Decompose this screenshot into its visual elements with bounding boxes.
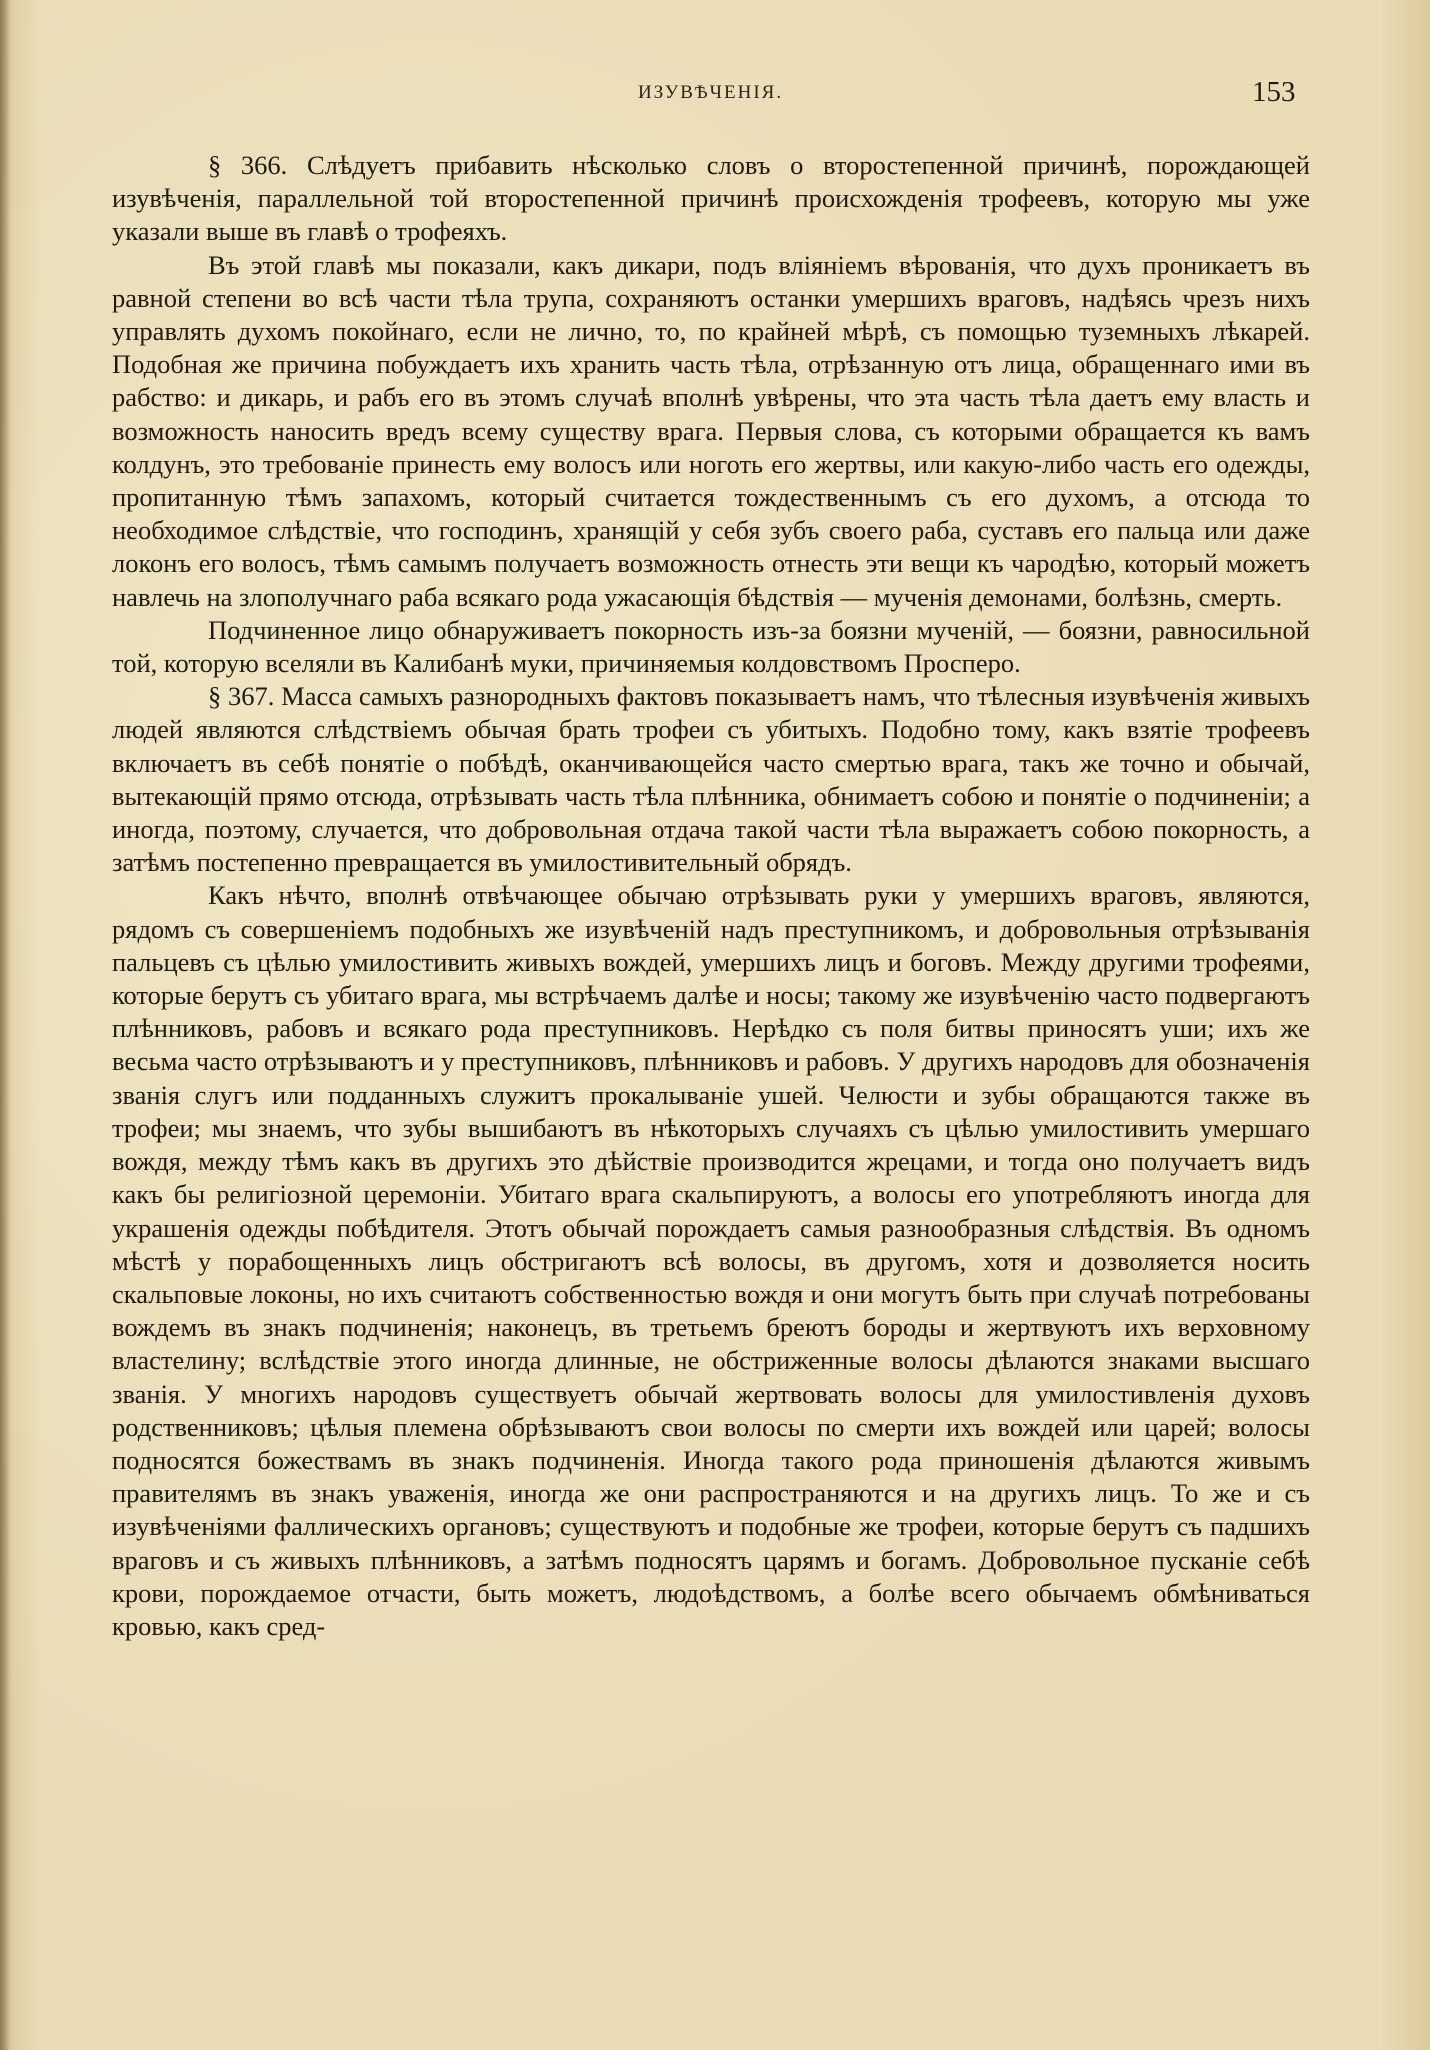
running-head: ИЗУВѢЧЕНІЯ.: [638, 82, 784, 103]
paragraph-mutilations: Какъ нѣчто, вполнѣ отвѣчающее обычаю отрѣзывать руки у умершихъ враговъ, являются, рядомъ съ совершеніемъ подобныхъ же изувѣченій надъ преступникомъ, и добровольныя отрѣзыванія пальцевъ съ цѣлью умилостивить живыхъ вождей, умершихъ лицъ и боговъ. Между другими трофеями, которые берутъ съ убитаго врага, мы встрѣчаемъ далѣе и носы; такому же изувѣченію часто подвергаютъ плѣнниковъ, рабовъ и всякаго рода преступниковъ. Нерѣдко съ поля битвы приносятъ уши; ихъ же весьма часто отрѣзываютъ и у преступниковъ, плѣнниковъ и рабовъ. У другихъ народовъ для обозначенія званія слугъ или подданныхъ служитъ прокалываніе ушей. Челюсти и зубы обращаются также въ трофеи; мы знаемъ, что зубы вышибаютъ въ нѣкоторыхъ случаяхъ съ цѣлью умилостивить умершаго вождя, между тѣмъ какъ въ другихъ это дѣйствіе производится жрецами, и тогда оно получаетъ видъ какъ бы религіозной церемоніи. Убитаго врага скальпируютъ, а волосы его употребляютъ иногда для украшенія одежды побѣдителя. Этотъ обычай порождаетъ самыя разнообразныя слѣдствія. Въ одномъ мѣстѣ у порабощенныхъ лицъ обстригаютъ всѣ волосы, въ другомъ, хотя и дозволяется носить скальповые локоны, но ихъ считаютъ собственностью вождя и они могутъ быть при случаѣ потребованы вождемъ въ знакъ подчиненія; наконецъ, въ третьемъ бреютъ бороды и жертвуютъ ихъ верховному властелину; вслѣдствіе этого иногда длинные, не обстриженные волосы дѣлаются знаками высшаго званія. У многихъ народовъ существуетъ обычай жертвовать волосы для умилостивленія духовъ родственниковъ; цѣлыя племена обрѣзываютъ свои волосы по смерти ихъ вождей или царей; волосы подносятся божествамъ въ знакъ подчиненія. Иногда такого рода приношенія дѣлаются живымъ правителямъ въ знакъ уваженія, иногда же они распространяются и на другихъ лицъ. То же и съ изувѣченіями фаллическихъ органовъ; существуютъ и подобные же трофеи, которые берутъ съ падшихъ враговъ и съ живыхъ плѣнниковъ, а затѣмъ подносятъ царямъ и богамъ. Добровольное пусканіе себѣ крови, порождаемое отчасти, быть можетъ, людоѣдствомъ, а болѣе всего обычаемъ обмѣниваться кровью, какъ сред-: [112, 880, 1310, 1641]
body-text: [112, 149, 1310, 1643]
page-number: 153: [1252, 76, 1296, 108]
paragraph-savages-spirit: Въ этой главѣ мы показали, какъ дикари, подъ вліяніемъ вѣрованія, что духъ проникаетъ въ равной степени во всѣ части тѣла трупа, сохраняютъ останки умершихъ враговъ, надѣясь чрезъ нихъ управлять духомъ покойнаго, если не лично, то, по крайней мѣрѣ, съ помощью туземныхъ лѣкарей. Подобная же причина побуждаетъ ихъ хранить часть тѣла, отрѣзанную отъ лица, обращеннаго ими въ рабство: и дикарь, и рабъ его въ этомъ случаѣ вполнѣ увѣрены, что эта часть тѣла даетъ ему власть и возможность наносить вредъ всему существу врага. Первыя слова, съ которыми обращается къ вамъ колдунъ, это требованіе принесть ему волосъ или ноготь его жертвы, или какую-либо часть его одежды, пропитанную тѣмъ запахомъ, который считается тождественнымъ съ его духомъ, а отсюда то необходимое слѣдствіе, что господинъ, хранящій у себя зубъ своего раба, суставъ его пальца или даже локонъ его волосъ, тѣмъ самымъ получаетъ возможность отнесть эти вещи къ чародѣю, который можетъ навлечь на злополучнаго раба всякаго рода ужасающія бѣдствія — мученія демонами, болѣзнь, смерть.: [112, 249, 1310, 612]
paragraph-subordinate: Подчиненное лицо обнаруживаетъ покорность изъ-за боязни мученій, — боязни, равносильной той, которую вселяли въ Калибанѣ муки, причиняемыя колдовствомъ Просперо.: [112, 614, 1310, 679]
paragraph-367-intro: § 367. Масса самыхъ разнородныхъ фактовъ показываетъ намъ, что тѣлесныя изувѣченія живыхъ людей являются слѣдствіемъ обычая брать трофеи съ убитыхъ. Подобно тому, какъ взятіе трофеевъ включаетъ въ себѣ понятіе о побѣдѣ, оканчивающейся часто смертью врага, такъ же точно и обычай, вытекающій прямо отсюда, отрѣзывать часть тѣла плѣнника, обнимаетъ собою и понятіе о подчиненіи; а иногда, поэтому, случается, что добровольная отдача такой части тѣла выражаетъ собою покорность, а затѣмъ постепенно превращается въ умилостивительный обрядъ.: [112, 681, 1310, 878]
paragraph-366-intro: § 366. Слѣдуетъ прибавить нѣсколько словъ о второстепенной причинѣ, порождающей изувѣченія, параллельной той второстепенной причинѣ происхожденія трофеевъ, которую мы уже указали выше въ главѣ о трофеяхъ.: [112, 150, 1310, 247]
page-spine-shadow: [0, 0, 10, 2050]
